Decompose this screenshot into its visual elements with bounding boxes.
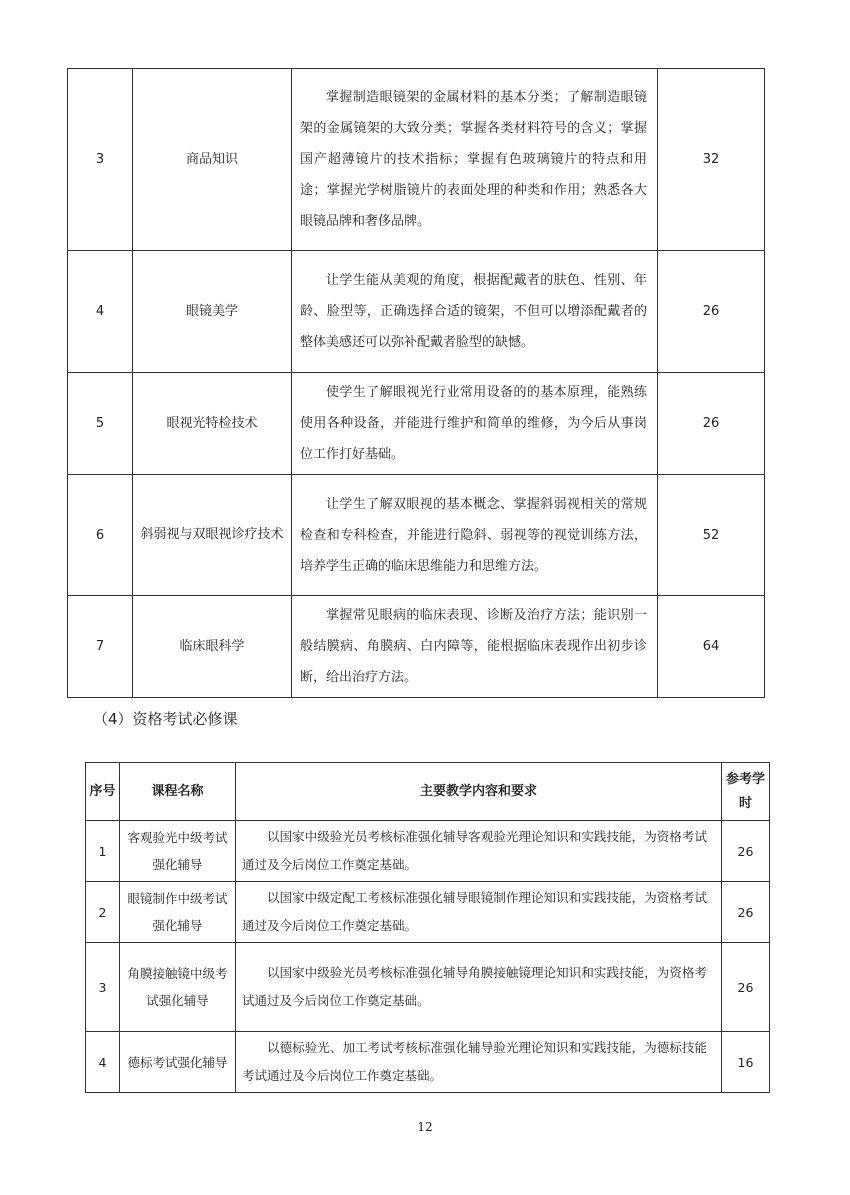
table-row [68, 596, 765, 698]
course-description: 以国家中级验光员考核标准强化辅导客观验光理论知识和实践技能，为资格考试通过及今后岗位工作奠定基础。 [236, 821, 722, 882]
header-description: 主要教学内容和要求 [236, 763, 722, 821]
course-table-qualification [85, 762, 770, 1093]
course-description: 以国家中级定配工考核标准强化辅导眼镜制作理论知识和实践技能，为资格考试通过及今后岗位工作奠定基础。 [236, 882, 722, 943]
course-description: 以德标验光、加工考试考核标准强化辅导验光理论知识和实践技能，为德标技能考试通过及今后岗位工作奠定基础。 [236, 1032, 722, 1093]
course-name: 角膜接触镜中级考试强化辅导 [120, 943, 236, 1032]
course-hours: 26 [722, 943, 770, 1032]
table-row [68, 475, 765, 596]
table-header-row [86, 763, 770, 821]
course-description: 以国家中级验光员考核标准强化辅导角膜接触镜理论知识和实践技能，为资格考试通过及今后岗位工作奠定基础。 [236, 943, 722, 1032]
course-name: 德标考试强化辅导 [120, 1032, 236, 1093]
row-number: 4 [86, 1032, 120, 1093]
table-row [68, 373, 765, 475]
table-row [86, 882, 770, 943]
course-name: 临床眼科学 [133, 596, 292, 698]
row-number: 3 [68, 69, 133, 251]
header-course-name: 课程名称 [120, 763, 236, 821]
course-hours: 26 [722, 821, 770, 882]
header-number: 序号 [86, 763, 120, 821]
course-name: 客观验光中级考试强化辅导 [120, 821, 236, 882]
course-hours: 64 [658, 596, 765, 698]
row-number: 5 [68, 373, 133, 475]
table-row [86, 1032, 770, 1093]
course-description: 让学生能从美观的角度，根据配戴者的肤色、性别、年龄、脸型等，正确选择合适的镜架，不但可以增添配戴者的整体美感还可以弥补配戴者脸型的缺憾。 [292, 251, 658, 373]
row-number: 4 [68, 251, 133, 373]
course-hours: 52 [658, 475, 765, 596]
course-name: 眼镜制作中级考试强化辅导 [120, 882, 236, 943]
course-description: 掌握制造眼镜架的金属材料的基本分类；了解制造眼镜架的金属镜架的大致分类；掌握各类材料符号的含义；掌握国产超薄镜片的技术指标；掌握有色玻璃镜片的特点和用途；掌握光学树脂镜片的表面处理的种类和作用；熟悉各大眼镜品牌和奢侈品牌。 [292, 69, 658, 251]
row-number: 6 [68, 475, 133, 596]
course-hours: 16 [722, 1032, 770, 1093]
course-hours: 26 [722, 882, 770, 943]
course-name: 眼镜美学 [133, 251, 292, 373]
row-number: 2 [86, 882, 120, 943]
page-number: 12 [417, 1120, 433, 1134]
course-hours: 26 [658, 251, 765, 373]
course-description: 让学生了解双眼视的基本概念、掌握斜弱视相关的常规检查和专科检查，并能进行隐斜、弱视等的视觉训练方法，培养学生正确的临床思维能力和思维方法。 [292, 475, 658, 596]
row-number: 1 [86, 821, 120, 882]
course-name: 眼视光特检技术 [133, 373, 292, 475]
course-name: 商品知识 [133, 69, 292, 251]
header-hours: 参考学时 [722, 763, 770, 821]
course-hours: 26 [658, 373, 765, 475]
table-row [68, 251, 765, 373]
course-table-specialty [67, 68, 765, 698]
course-description: 使学生了解眼视光行业常用设备的的基本原理，能熟练使用各种设备，并能进行维护和简单的维修，为今后从事岗位工作打好基础。 [292, 373, 658, 475]
course-description: 掌握常见眼病的临床表现、诊断及治疗方法；能识别一般结膜病、角膜病、白内障等，能根据临床表现作出初步诊断，给出治疗方法。 [292, 596, 658, 698]
section-heading: （4）资格考试必修课 [93, 710, 238, 728]
table-row [68, 69, 765, 251]
row-number: 3 [86, 943, 120, 1032]
row-number: 7 [68, 596, 133, 698]
course-name: 斜弱视与双眼视诊疗技术 [133, 475, 292, 596]
table-row [86, 821, 770, 882]
table-row [86, 943, 770, 1032]
course-hours: 32 [658, 69, 765, 251]
